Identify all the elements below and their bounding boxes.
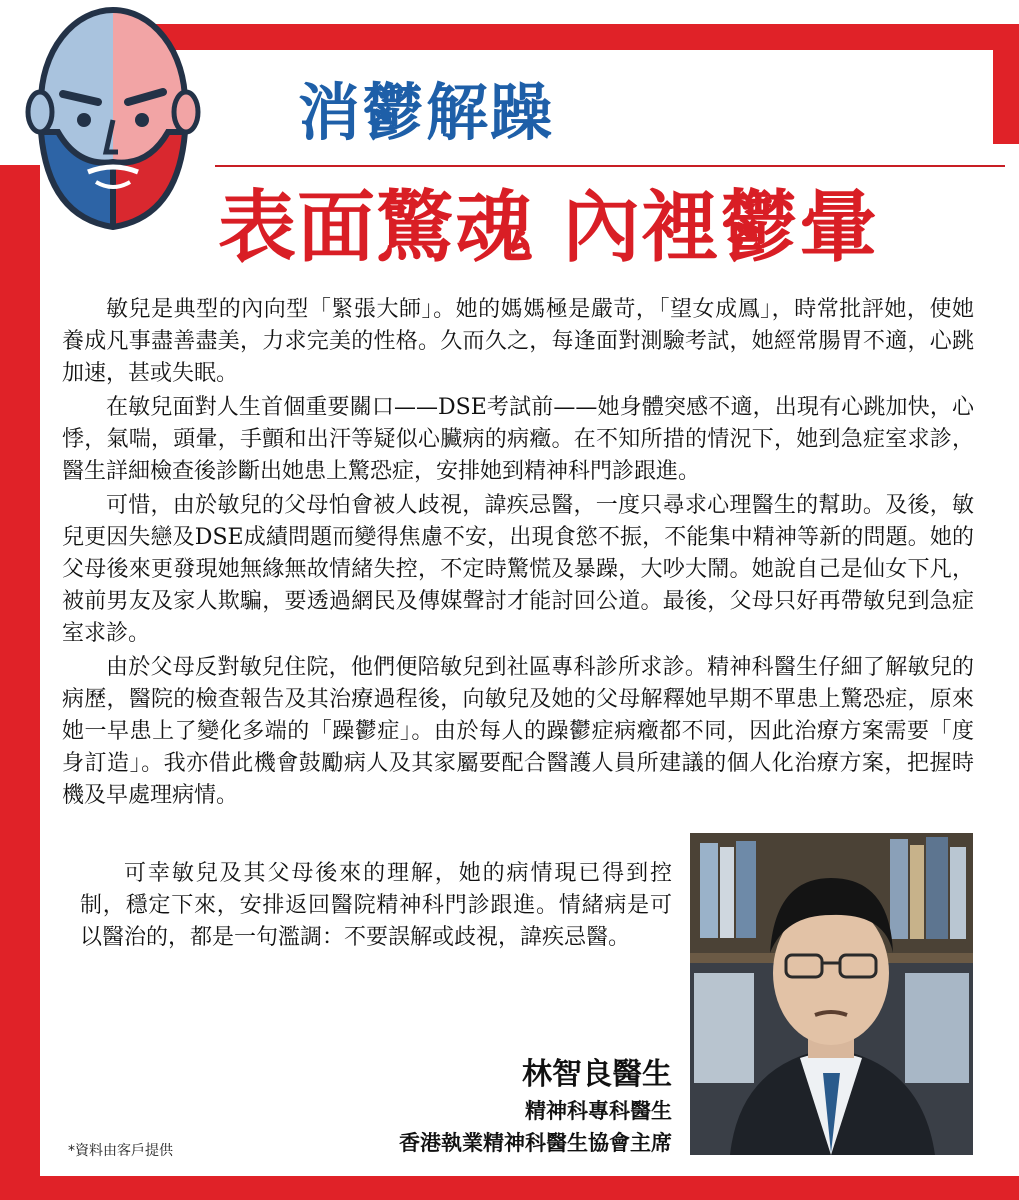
author-title: 精神科專科醫生: [525, 1098, 672, 1123]
frame-top-bar: [150, 24, 1019, 50]
author-signature: [300, 1055, 672, 1159]
header-divider: [215, 165, 1005, 167]
article-kicker: 消鬱解躁: [298, 76, 555, 149]
article-body: [62, 294, 974, 812]
footnote: *資料由客戶提供: [68, 1143, 173, 1159]
paragraph-1: 敏兒是典型的內向型「緊張大師」。她的媽媽極是嚴苛，「望女成鳳」，時常批評她，使她養成凡事盡善盡美，力求完美的性格。久而久之，每逢面對測驗考試，她經常腸胃不適，心跳加速，甚或失眠。: [62, 297, 974, 386]
bearded-face-logo-icon: [18, 2, 208, 232]
frame-left-bar: [0, 165, 40, 1200]
article-closing: [80, 858, 672, 954]
doctor-portrait-photo: [690, 833, 973, 1155]
frame-right-bar: [993, 24, 1019, 144]
paragraph-4: 由於父母反對敏兒住院，他們便陪敏兒到社區專科診所求診。精神科醫生仔細了解敏兒的病歷，醫院的檢查報告及其治療過程後，向敏兒及她的父母解釋她早期不單患上驚恐症，原來她一早患上了變化多端的「躁鬱症」。由於每人的躁鬱症病癥都不同，因此治療方案需要「度身訂造」。我亦借此機會鼓勵病人及其家屬要配合醫護人員所建議的個人化治療方案，把握時機及早處理病情。: [62, 655, 974, 808]
paragraph-2: 在敏兒面對人生首個重要關口——DSE考試前——她身體突感不適，出現有心跳加快，心悸，氣喘，頭暈，手顫和出汗等疑似心臟病的病癥。在不知所措的情況下，她到急症室求診，醫生詳細檢查後診斷出她患上驚恐症，安排她到精神科門診跟進。: [62, 395, 974, 484]
article-headline: 表面驚魂 內裡鬱暈: [218, 183, 879, 273]
paragraph-5: 可幸敏兒及其父母後來的理解，她的病情現已得到控制，穩定下來，安排返回醫院精神科門診跟進。情緒病是可以醫治的，都是一句濫調：不要誤解或歧視，諱疾忌醫。: [80, 861, 672, 950]
frame-bottom-bar: [0, 1176, 1019, 1200]
paragraph-3: 可惜，由於敏兒的父母怕會被人歧視，諱疾忌醫，一度只尋求心理醫生的幫助。及後，敏兒更因失戀及DSE成績問題而變得焦慮不安，出現食慾不振，不能集中精神等新的問題。她的父母後來更發現她無緣無故情緒失控，不定時驚慌及暴躁，大吵大鬧。她說自己是仙女下凡，被前男友及家人欺騙，要透過網民及傳媒聲討才能討回公道。最後，父母只好再帶敏兒到急症室求診。: [62, 493, 974, 646]
author-position: 香港執業精神科醫生協會主席: [399, 1130, 672, 1155]
author-name: 林智良醫生: [522, 1057, 672, 1092]
